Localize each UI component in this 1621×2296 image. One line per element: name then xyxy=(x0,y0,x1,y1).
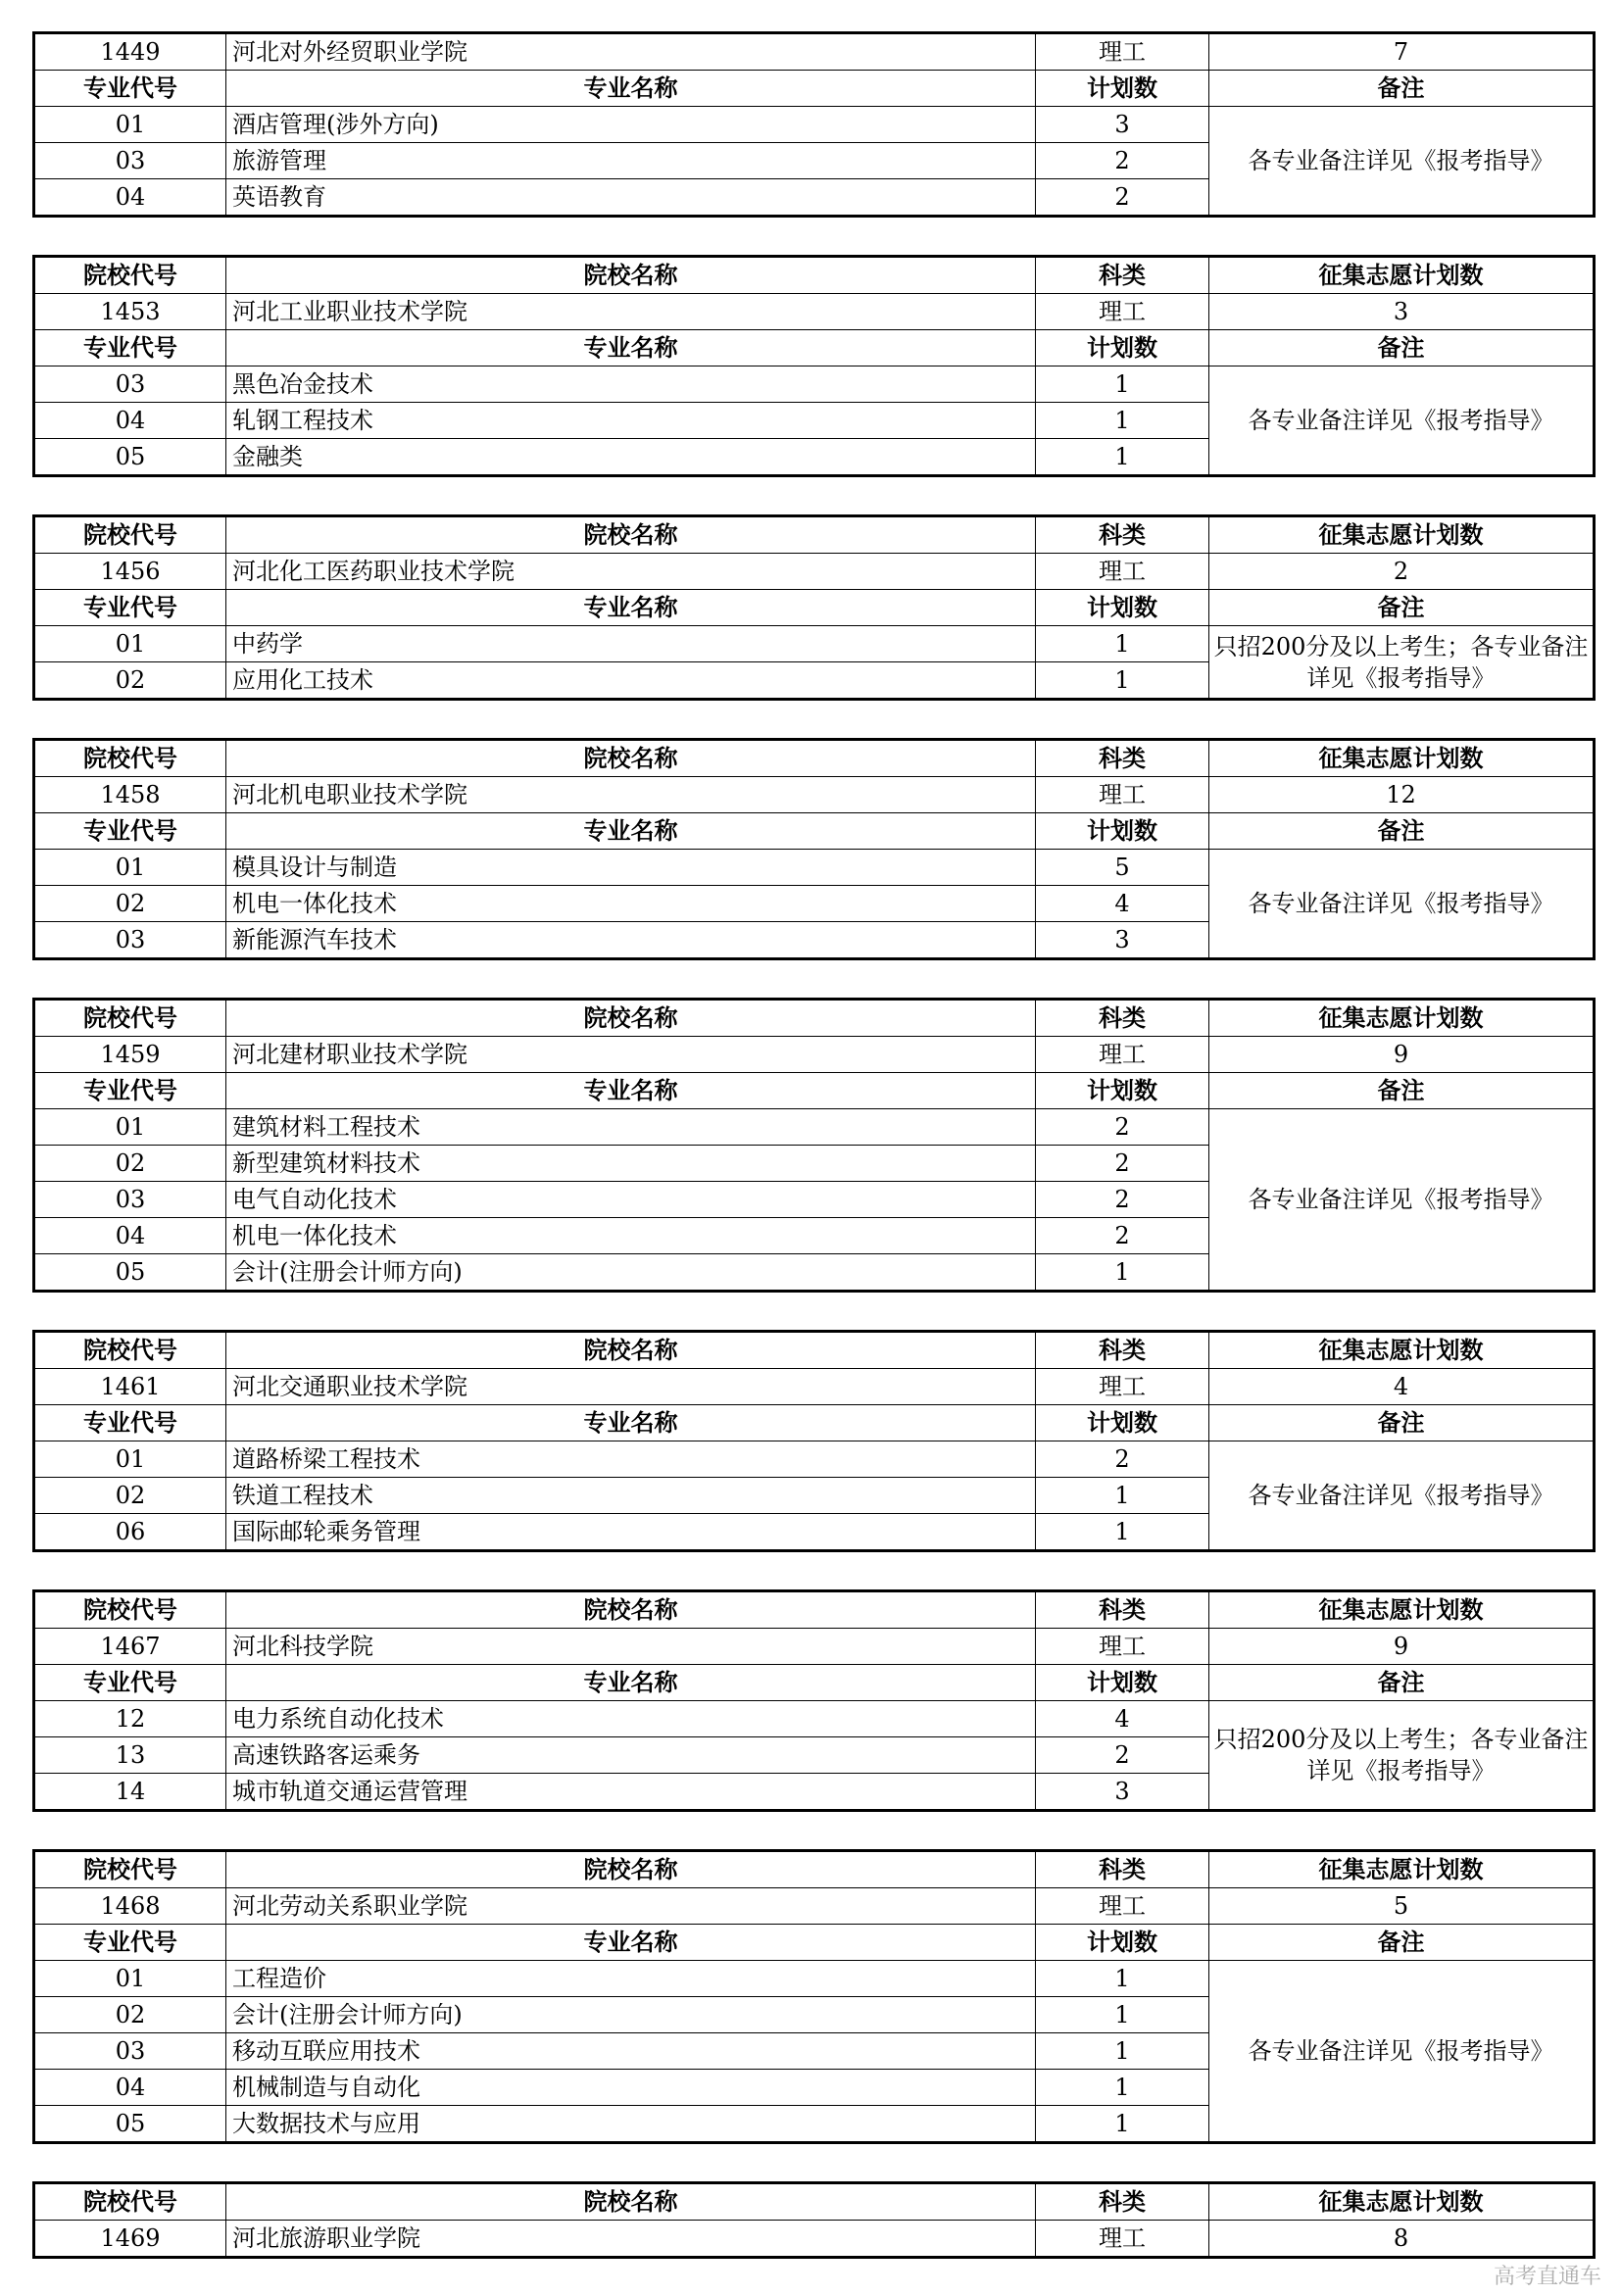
major-name: 中药学 xyxy=(226,626,1036,662)
major-note: 各专业备注详见《报考指导》 xyxy=(1209,1109,1595,1292)
major-code: 05 xyxy=(34,1254,226,1292)
major-code-header: 专业代号 xyxy=(34,71,226,107)
major-note: 各专业备注详见《报考指导》 xyxy=(1209,107,1595,217)
major-note: 各专业备注详见《报考指导》 xyxy=(1209,366,1595,476)
note-header: 备注 xyxy=(1209,71,1595,107)
major-code: 02 xyxy=(34,1478,226,1514)
major-name: 新能源汽车技术 xyxy=(226,922,1036,959)
school-code: 1467 xyxy=(34,1629,226,1665)
major-plan: 1 xyxy=(1036,366,1209,403)
major-name-header: 专业名称 xyxy=(226,590,1036,626)
major-name: 模具设计与制造 xyxy=(226,850,1036,886)
school-code: 1449 xyxy=(34,33,226,71)
major-row xyxy=(34,107,1595,143)
major-code: 01 xyxy=(34,626,226,662)
major-row xyxy=(34,626,1595,662)
school-category: 理工 xyxy=(1036,1888,1209,1925)
school-name-header: 院校名称 xyxy=(226,1851,1036,1888)
school-code: 1458 xyxy=(34,777,226,813)
school-row xyxy=(34,777,1595,813)
school-name-header: 院校名称 xyxy=(226,1000,1036,1037)
major-row xyxy=(34,1961,1595,1997)
school-row xyxy=(34,2221,1595,2258)
plan-header: 计划数 xyxy=(1036,1073,1209,1109)
major-code: 02 xyxy=(34,1997,226,2033)
plan-header: 计划数 xyxy=(1036,1925,1209,1961)
major-plan: 1 xyxy=(1036,1997,1209,2033)
major-plan: 1 xyxy=(1036,2106,1209,2143)
school-block-1458 xyxy=(32,738,1596,960)
school-plan-total: 12 xyxy=(1209,777,1595,813)
major-plan: 2 xyxy=(1036,1109,1209,1146)
major-name: 工程造价 xyxy=(226,1961,1036,1997)
major-name: 大数据技术与应用 xyxy=(226,2106,1036,2143)
major-code: 02 xyxy=(34,1146,226,1182)
school-name: 河北机电职业技术学院 xyxy=(226,777,1036,813)
school-category: 理工 xyxy=(1036,1369,1209,1405)
major-code: 04 xyxy=(34,2070,226,2106)
major-name: 机械制造与自动化 xyxy=(226,2070,1036,2106)
school-block-1469 xyxy=(32,2181,1596,2259)
school-plan-total: 2 xyxy=(1209,554,1595,590)
school-name: 河北对外经贸职业学院 xyxy=(226,33,1036,71)
major-plan: 1 xyxy=(1036,626,1209,662)
major-name-header: 专业名称 xyxy=(226,1925,1036,1961)
plan-total-header: 征集志愿计划数 xyxy=(1209,2183,1595,2221)
school-header-row xyxy=(34,1332,1595,1369)
school-plan-total: 5 xyxy=(1209,1888,1595,1925)
major-header-row xyxy=(34,330,1595,366)
school-row xyxy=(34,554,1595,590)
school-row xyxy=(34,294,1595,330)
school-code-header: 院校代号 xyxy=(34,516,226,554)
school-plan-total: 9 xyxy=(1209,1629,1595,1665)
note-header: 备注 xyxy=(1209,1665,1595,1701)
major-code: 03 xyxy=(34,922,226,959)
major-row xyxy=(34,850,1595,886)
major-name: 电气自动化技术 xyxy=(226,1182,1036,1218)
major-code: 01 xyxy=(34,1961,226,1997)
major-name-header: 专业名称 xyxy=(226,71,1036,107)
category-header: 科类 xyxy=(1036,1851,1209,1888)
major-code: 14 xyxy=(34,1774,226,1811)
major-plan: 1 xyxy=(1036,1514,1209,1551)
school-header-row xyxy=(34,1851,1595,1888)
school-block-1449 xyxy=(32,31,1596,218)
note-header: 备注 xyxy=(1209,1073,1595,1109)
major-code-header: 专业代号 xyxy=(34,1665,226,1701)
major-plan: 2 xyxy=(1036,1737,1209,1774)
major-plan: 3 xyxy=(1036,1774,1209,1811)
category-header: 科类 xyxy=(1036,2183,1209,2221)
school-header-row xyxy=(34,516,1595,554)
plan-total-header: 征集志愿计划数 xyxy=(1209,516,1595,554)
school-code-header: 院校代号 xyxy=(34,740,226,777)
major-row xyxy=(34,1109,1595,1146)
school-block-1456 xyxy=(32,514,1596,701)
plan-total-header: 征集志愿计划数 xyxy=(1209,257,1595,294)
category-header: 科类 xyxy=(1036,257,1209,294)
school-name-header: 院校名称 xyxy=(226,1591,1036,1629)
major-code: 01 xyxy=(34,1109,226,1146)
major-code-header: 专业代号 xyxy=(34,1073,226,1109)
major-header-row xyxy=(34,1665,1595,1701)
school-code: 1456 xyxy=(34,554,226,590)
major-code: 05 xyxy=(34,439,226,476)
major-plan: 1 xyxy=(1036,1478,1209,1514)
plan-total-header: 征集志愿计划数 xyxy=(1209,1000,1595,1037)
major-plan: 2 xyxy=(1036,1218,1209,1254)
major-plan: 4 xyxy=(1036,1701,1209,1737)
school-code-header: 院校代号 xyxy=(34,1332,226,1369)
major-row xyxy=(34,1441,1595,1478)
school-row xyxy=(34,1629,1595,1665)
school-code: 1453 xyxy=(34,294,226,330)
school-name-header: 院校名称 xyxy=(226,740,1036,777)
school-row xyxy=(34,33,1595,71)
major-header-row xyxy=(34,813,1595,850)
school-plan-total: 7 xyxy=(1209,33,1595,71)
major-header-row xyxy=(34,1073,1595,1109)
plan-total-header: 征集志愿计划数 xyxy=(1209,1591,1595,1629)
major-code: 04 xyxy=(34,403,226,439)
school-header-row xyxy=(34,257,1595,294)
major-name: 英语教育 xyxy=(226,179,1036,217)
major-code-header: 专业代号 xyxy=(34,1405,226,1441)
category-header: 科类 xyxy=(1036,1332,1209,1369)
plan-header: 计划数 xyxy=(1036,330,1209,366)
school-name: 河北劳动关系职业学院 xyxy=(226,1888,1036,1925)
school-header-row xyxy=(34,1591,1595,1629)
major-name: 铁道工程技术 xyxy=(226,1478,1036,1514)
major-header-row xyxy=(34,71,1595,107)
school-name: 河北旅游职业学院 xyxy=(226,2221,1036,2258)
major-name: 新型建筑材料技术 xyxy=(226,1146,1036,1182)
major-row xyxy=(34,366,1595,403)
plan-total-header: 征集志愿计划数 xyxy=(1209,1332,1595,1369)
major-code: 01 xyxy=(34,850,226,886)
major-name: 金融类 xyxy=(226,439,1036,476)
major-header-row xyxy=(34,1405,1595,1441)
major-code: 12 xyxy=(34,1701,226,1737)
major-name-header: 专业名称 xyxy=(226,1405,1036,1441)
major-code: 03 xyxy=(34,2033,226,2070)
major-name: 移动互联应用技术 xyxy=(226,2033,1036,2070)
major-name-header: 专业名称 xyxy=(226,1665,1036,1701)
school-name: 河北工业职业技术学院 xyxy=(226,294,1036,330)
watermark-text: 高考直通车 xyxy=(1493,2265,1601,2289)
note-header: 备注 xyxy=(1209,813,1595,850)
category-header: 科类 xyxy=(1036,1000,1209,1037)
major-code: 13 xyxy=(34,1737,226,1774)
school-code-header: 院校代号 xyxy=(34,1591,226,1629)
category-header: 科类 xyxy=(1036,740,1209,777)
major-name: 机电一体化技术 xyxy=(226,1218,1036,1254)
major-name: 高速铁路客运乘务 xyxy=(226,1737,1036,1774)
major-code: 06 xyxy=(34,1514,226,1551)
school-row xyxy=(34,1888,1595,1925)
major-code: 03 xyxy=(34,1182,226,1218)
major-name: 城市轨道交通运营管理 xyxy=(226,1774,1036,1811)
school-plan-total: 3 xyxy=(1209,294,1595,330)
major-note: 各专业备注详见《报考指导》 xyxy=(1209,850,1595,959)
major-name: 电力系统自动化技术 xyxy=(226,1701,1036,1737)
school-code: 1461 xyxy=(34,1369,226,1405)
school-category: 理工 xyxy=(1036,1629,1209,1665)
category-header: 科类 xyxy=(1036,516,1209,554)
major-plan: 1 xyxy=(1036,2070,1209,2106)
school-code-header: 院校代号 xyxy=(34,257,226,294)
major-code: 04 xyxy=(34,179,226,217)
school-code-header: 院校代号 xyxy=(34,1851,226,1888)
school-header-row xyxy=(34,740,1595,777)
major-code: 04 xyxy=(34,1218,226,1254)
school-plan-total: 4 xyxy=(1209,1369,1595,1405)
plan-header: 计划数 xyxy=(1036,1405,1209,1441)
major-plan: 2 xyxy=(1036,1146,1209,1182)
major-code: 02 xyxy=(34,662,226,700)
major-plan: 1 xyxy=(1036,403,1209,439)
major-plan: 1 xyxy=(1036,439,1209,476)
major-plan: 2 xyxy=(1036,1182,1209,1218)
school-row xyxy=(34,1037,1595,1073)
major-code-header: 专业代号 xyxy=(34,1925,226,1961)
plan-header: 计划数 xyxy=(1036,813,1209,850)
major-code: 01 xyxy=(34,107,226,143)
school-name: 河北科技学院 xyxy=(226,1629,1036,1665)
school-name-header: 院校名称 xyxy=(226,1332,1036,1369)
major-note: 各专业备注详见《报考指导》 xyxy=(1209,1441,1595,1551)
major-note: 只招200分及以上考生；各专业备注详见《报考指导》 xyxy=(1209,1701,1595,1811)
major-plan: 1 xyxy=(1036,2033,1209,2070)
admission-plan-page xyxy=(32,31,1593,2296)
major-name: 应用化工技术 xyxy=(226,662,1036,700)
major-name: 轧钢工程技术 xyxy=(226,403,1036,439)
major-plan: 2 xyxy=(1036,1441,1209,1478)
major-name-header: 专业名称 xyxy=(226,330,1036,366)
major-plan: 3 xyxy=(1036,107,1209,143)
plan-total-header: 征集志愿计划数 xyxy=(1209,740,1595,777)
school-name: 河北建材职业技术学院 xyxy=(226,1037,1036,1073)
major-name: 建筑材料工程技术 xyxy=(226,1109,1036,1146)
school-header-row xyxy=(34,1000,1595,1037)
major-code: 01 xyxy=(34,1441,226,1478)
school-code-header: 院校代号 xyxy=(34,2183,226,2221)
school-code: 1459 xyxy=(34,1037,226,1073)
major-plan: 5 xyxy=(1036,850,1209,886)
school-category: 理工 xyxy=(1036,554,1209,590)
category-header: 科类 xyxy=(1036,1591,1209,1629)
major-row xyxy=(34,1701,1595,1737)
major-code: 02 xyxy=(34,886,226,922)
school-category: 理工 xyxy=(1036,1037,1209,1073)
school-block-1453 xyxy=(32,255,1596,477)
school-block-1468 xyxy=(32,1849,1596,2144)
school-code-header: 院校代号 xyxy=(34,1000,226,1037)
major-code: 03 xyxy=(34,143,226,179)
school-category: 理工 xyxy=(1036,294,1209,330)
note-header: 备注 xyxy=(1209,1925,1595,1961)
major-name: 酒店管理(涉外方向) xyxy=(226,107,1036,143)
major-plan: 4 xyxy=(1036,886,1209,922)
plan-total-header: 征集志愿计划数 xyxy=(1209,1851,1595,1888)
major-name: 会计(注册会计师方向) xyxy=(226,1997,1036,2033)
school-header-row xyxy=(34,2183,1595,2221)
school-block-1461 xyxy=(32,1330,1596,1552)
major-name: 国际邮轮乘务管理 xyxy=(226,1514,1036,1551)
major-code-header: 专业代号 xyxy=(34,590,226,626)
school-category: 理工 xyxy=(1036,2221,1209,2258)
major-note: 只招200分及以上考生；各专业备注详见《报考指导》 xyxy=(1209,626,1595,700)
plan-header: 计划数 xyxy=(1036,590,1209,626)
major-name: 黑色冶金技术 xyxy=(226,366,1036,403)
major-plan: 2 xyxy=(1036,143,1209,179)
school-name-header: 院校名称 xyxy=(226,516,1036,554)
major-code-header: 专业代号 xyxy=(34,330,226,366)
major-header-row xyxy=(34,1925,1595,1961)
plan-header: 计划数 xyxy=(1036,1665,1209,1701)
school-code: 1468 xyxy=(34,1888,226,1925)
major-plan: 1 xyxy=(1036,1961,1209,1997)
school-code: 1469 xyxy=(34,2221,226,2258)
plan-header: 计划数 xyxy=(1036,71,1209,107)
school-name-header: 院校名称 xyxy=(226,257,1036,294)
school-category: 理工 xyxy=(1036,33,1209,71)
school-row xyxy=(34,1369,1595,1405)
major-plan: 3 xyxy=(1036,922,1209,959)
major-plan: 2 xyxy=(1036,179,1209,217)
major-name: 机电一体化技术 xyxy=(226,886,1036,922)
major-name: 会计(注册会计师方向) xyxy=(226,1254,1036,1292)
school-plan-total: 8 xyxy=(1209,2221,1595,2258)
major-code: 05 xyxy=(34,2106,226,2143)
major-name-header: 专业名称 xyxy=(226,1073,1036,1109)
school-name: 河北化工医药职业技术学院 xyxy=(226,554,1036,590)
school-plan-total: 9 xyxy=(1209,1037,1595,1073)
major-header-row xyxy=(34,590,1595,626)
note-header: 备注 xyxy=(1209,1405,1595,1441)
major-plan: 1 xyxy=(1036,662,1209,700)
major-code: 03 xyxy=(34,366,226,403)
major-plan: 1 xyxy=(1036,1254,1209,1292)
major-code-header: 专业代号 xyxy=(34,813,226,850)
note-header: 备注 xyxy=(1209,590,1595,626)
major-name-header: 专业名称 xyxy=(226,813,1036,850)
school-category: 理工 xyxy=(1036,777,1209,813)
major-name: 道路桥梁工程技术 xyxy=(226,1441,1036,1478)
school-block-1459 xyxy=(32,998,1596,1293)
major-name: 旅游管理 xyxy=(226,143,1036,179)
school-name-header: 院校名称 xyxy=(226,2183,1036,2221)
school-name: 河北交通职业技术学院 xyxy=(226,1369,1036,1405)
major-note: 各专业备注详见《报考指导》 xyxy=(1209,1961,1595,2143)
school-block-1467 xyxy=(32,1589,1596,1812)
note-header: 备注 xyxy=(1209,330,1595,366)
